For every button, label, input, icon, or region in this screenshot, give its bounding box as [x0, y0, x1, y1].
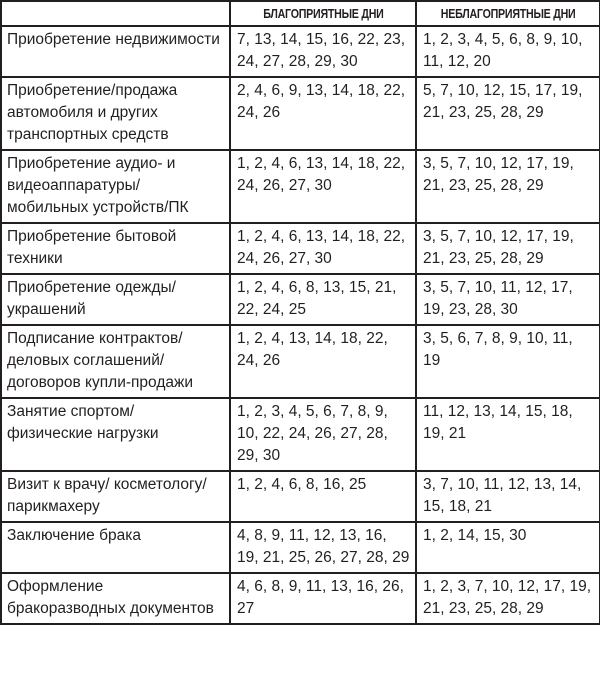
activity-cell: Визит к врачу/ косметологу/ парикмахеру	[1, 471, 230, 522]
header-favorable-days: БЛАГОПРИЯТНЫЕ ДНИ	[230, 1, 416, 26]
activity-cell: Оформление бракоразводных документов	[1, 573, 230, 624]
unfavorable-days-cell: 1, 2, 14, 15, 30	[416, 522, 600, 573]
table-row	[1, 471, 600, 522]
unfavorable-days-cell: 3, 5, 7, 10, 11, 12, 17, 19, 23, 28, 30	[416, 274, 600, 325]
activity-cell: Заключение брака	[1, 522, 230, 573]
favorable-days-cell: 1, 2, 4, 6, 13, 14, 18, 22, 24, 26, 27, 30	[230, 150, 416, 223]
favorable-days-cell: 7, 13, 14, 15, 16, 22, 23, 24, 27, 28, 29, 30	[230, 26, 416, 77]
table-row	[1, 573, 600, 624]
activity-cell: Приобретение недвижимости	[1, 26, 230, 77]
activity-cell: Приобретение аудио- и видеоаппаратуры/ мобильных устройств/ПК	[1, 150, 230, 223]
table-row	[1, 325, 600, 398]
unfavorable-days-cell: 11, 12, 13, 14, 15, 18, 19, 21	[416, 398, 600, 471]
favorable-days-cell: 1, 2, 4, 6, 8, 13, 15, 21, 22, 24, 25	[230, 274, 416, 325]
unfavorable-days-cell: 1, 2, 3, 4, 5, 6, 8, 9, 10, 11, 12, 20	[416, 26, 600, 77]
favorable-days-cell: 4, 8, 9, 11, 12, 13, 16, 19, 21, 25, 26, 27, 28, 29	[230, 522, 416, 573]
favorable-days-cell: 1, 2, 3, 4, 5, 6, 7, 8, 9, 10, 22, 24, 26, 27, 28, 29, 30	[230, 398, 416, 471]
unfavorable-days-cell: 1, 2, 3, 7, 10, 12, 17, 19, 21, 23, 25, 28, 29	[416, 573, 600, 624]
header-row	[1, 1, 600, 26]
activity-cell: Подписание контрактов/ деловых соглашений/ договоров купли-продажи	[1, 325, 230, 398]
unfavorable-days-cell: 3, 5, 7, 10, 12, 17, 19, 21, 23, 25, 28, 29	[416, 223, 600, 274]
table-row	[1, 274, 600, 325]
header-unfavorable-days: НЕБЛАГОПРИЯТНЫЕ ДНИ	[416, 1, 600, 26]
activity-cell: Приобретение бытовой техники	[1, 223, 230, 274]
unfavorable-days-cell: 3, 7, 10, 11, 12, 13, 14, 15, 18, 21	[416, 471, 600, 522]
favorable-days-cell: 1, 2, 4, 6, 13, 14, 18, 22, 24, 26, 27, 30	[230, 223, 416, 274]
activity-cell: Приобретение/продажа автомобиля и других транспортных средств	[1, 77, 230, 150]
unfavorable-days-cell: 5, 7, 10, 12, 15, 17, 19, 21, 23, 25, 28, 29	[416, 77, 600, 150]
table-row	[1, 26, 600, 77]
favorable-days-cell: 4, 6, 8, 9, 11, 13, 16, 26, 27	[230, 573, 416, 624]
table-row	[1, 522, 600, 573]
favorable-days-cell: 2, 4, 6, 9, 13, 14, 18, 22, 24, 26	[230, 77, 416, 150]
table-row	[1, 223, 600, 274]
table-row	[1, 150, 600, 223]
favorable-days-cell: 1, 2, 4, 13, 14, 18, 22, 24, 26	[230, 325, 416, 398]
activity-cell: Приобретение одежды/ украшений	[1, 274, 230, 325]
favorable-days-cell: 1, 2, 4, 6, 8, 16, 25	[230, 471, 416, 522]
table-row	[1, 77, 600, 150]
table-row	[1, 398, 600, 471]
unfavorable-days-cell: 3, 5, 7, 10, 12, 17, 19, 21, 23, 25, 28, 29	[416, 150, 600, 223]
header-activity	[1, 1, 230, 26]
activity-cell: Занятие спортом/ физические нагрузки	[1, 398, 230, 471]
unfavorable-days-cell: 3, 5, 6, 7, 8, 9, 10, 11, 19	[416, 325, 600, 398]
